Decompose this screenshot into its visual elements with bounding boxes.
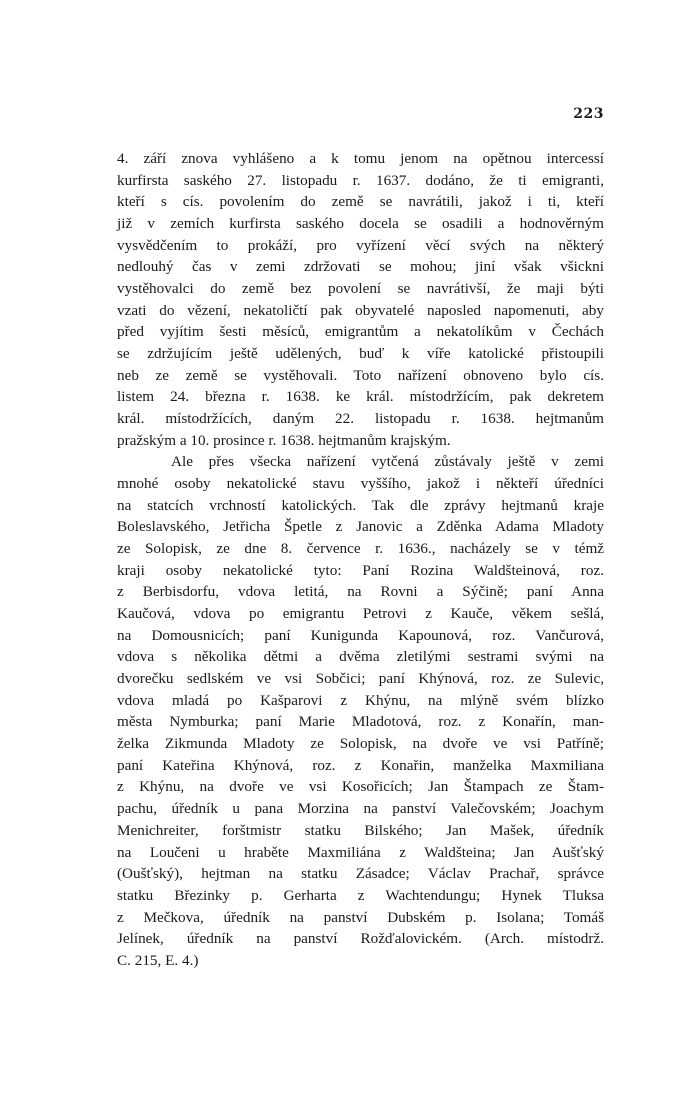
text-line: pražským a 10. prosince r. 1638. hejtmanům krajským. <box>117 431 451 449</box>
text-line: vzati do vězení, nekatoličtí pak obyvatelé naposled napomenuti, aby <box>117 301 604 319</box>
text-line: města Nymburka; paní Marie Mladotová, roz. z Konařín, man- <box>117 713 604 731</box>
text-line: kurfirsta saského 27. listopadu r. 1637. dodáno, že ti emigranti, <box>117 171 604 189</box>
text-line: z Khýnu, na dvoře ve vsi Kosořicích; Jan Štampach ze Štam- <box>117 778 604 796</box>
page-number: 223 <box>573 106 604 122</box>
text-line: vysvědčením to prokáží, pro vyřízení věcí svých na některý <box>117 236 604 254</box>
text-line: vdova s několika dětmi a dvěma zletilými sestrami svými na <box>117 648 604 666</box>
text-line: z Berbisdorfu, vdova letitá, na Rovni a Sýčině; paní Anna <box>117 583 604 601</box>
text-line: na statcích vrchností katolických. Tak dle zprávy hejtmanů kraje <box>117 496 604 514</box>
text-line: ze Solopisk, ze dne 8. července r. 1636., nacházely se v témž <box>117 540 604 558</box>
text-line: Jelínek, úředník na panství Rožďalovickém. (Arch. místodrž. <box>117 930 604 948</box>
text-line: na Loučeni u hraběte Maxmiliána z Waldšteina; Jan Aušťský <box>117 843 604 861</box>
text-line: Boleslavského, Jetřicha Špetle z Janovic a Zděnka Adama Mladoty <box>117 518 604 536</box>
text-line: želka Zikmunda Mladoty ze Solopisk, na dvoře ve vsi Patříně; <box>117 735 604 753</box>
text-line: listem 24. března r. 1638. ke král. místodržícím, pak dekretem <box>117 388 604 406</box>
text-line: C. 215, E. 4.) <box>117 951 199 969</box>
text-line: (Oušťský), hejtman na statku Zásadce; Václav Prachař, správce <box>117 865 604 883</box>
text-line: z Mečkova, úředník na panství Dubském p. Isolana; Tomáš <box>117 908 604 926</box>
text-line: Kaučová, vdova po emigrantu Petrovi z Kauče, věkem sešlá, <box>117 605 604 623</box>
text-line: před vyjítim šesti měsíců, emigrantům a nekatolíkům v Čechách <box>117 323 604 341</box>
text-line: dvorečku sedlském ve vsi Sobčici; paní Khýnová, roz. ze Sulevic, <box>117 670 604 688</box>
text-line: Menichreiter, forštmistr statku Bilského; Jan Mašek, úředník <box>117 821 604 839</box>
text-line: již v zemích kurfirsta saského docela se osadili a hodnověrným <box>117 215 604 233</box>
text-line: Ale přes všecka nařízení vytčená zůstávaly ještě v zemi <box>171 453 604 471</box>
text-line: pachu, úředník u pana Morzina na panství Valečovském; Joachym <box>117 800 604 818</box>
text-line: mnohé osoby nekatolické stavu vyššího, jakož i někteří úředníci <box>117 475 604 493</box>
text-line: neb ze země se vystěhovali. Toto nařízení obnoveno bylo cís. <box>117 366 604 384</box>
text-line: vystěhovalci do země bez povolení se navrátivší, že maji býti <box>117 280 604 298</box>
text-line: kraji osoby nekatolické tyto: Paní Rozina Waldšteinová, roz. <box>117 561 604 579</box>
text-line: 4. září znova vyhlášeno a k tomu jenom na opětnou intercessí <box>117 150 604 167</box>
text-line: na Domousnicích; paní Kunigunda Kapounová, roz. Vančurová, <box>117 626 604 644</box>
text-line: kteří s cís. povolením do země se navrátili, jakož i ti, kteří <box>117 193 604 211</box>
text-line: vdova mladá po Kašparovi z Khýnu, na mlýně svém blízko <box>117 691 604 709</box>
text-line: se zdržujícím ještě udělených, buď k víře katolické přistoupili <box>117 345 604 363</box>
text-line: paní Kateřina Khýnová, roz. z Konařin, manželka Maxmiliana <box>117 756 604 774</box>
text-line: král. místodržících, daným 22. listopadu r. 1638. hejtmanům <box>117 410 604 428</box>
text-line: nedlouhý čas v zemi zdržovati se mohou; jiní však všickni <box>117 258 604 276</box>
text-line: statku Březinky p. Gerharta z Wachtendungu; Hynek Tluksa <box>117 886 604 904</box>
body-text <box>117 148 604 972</box>
